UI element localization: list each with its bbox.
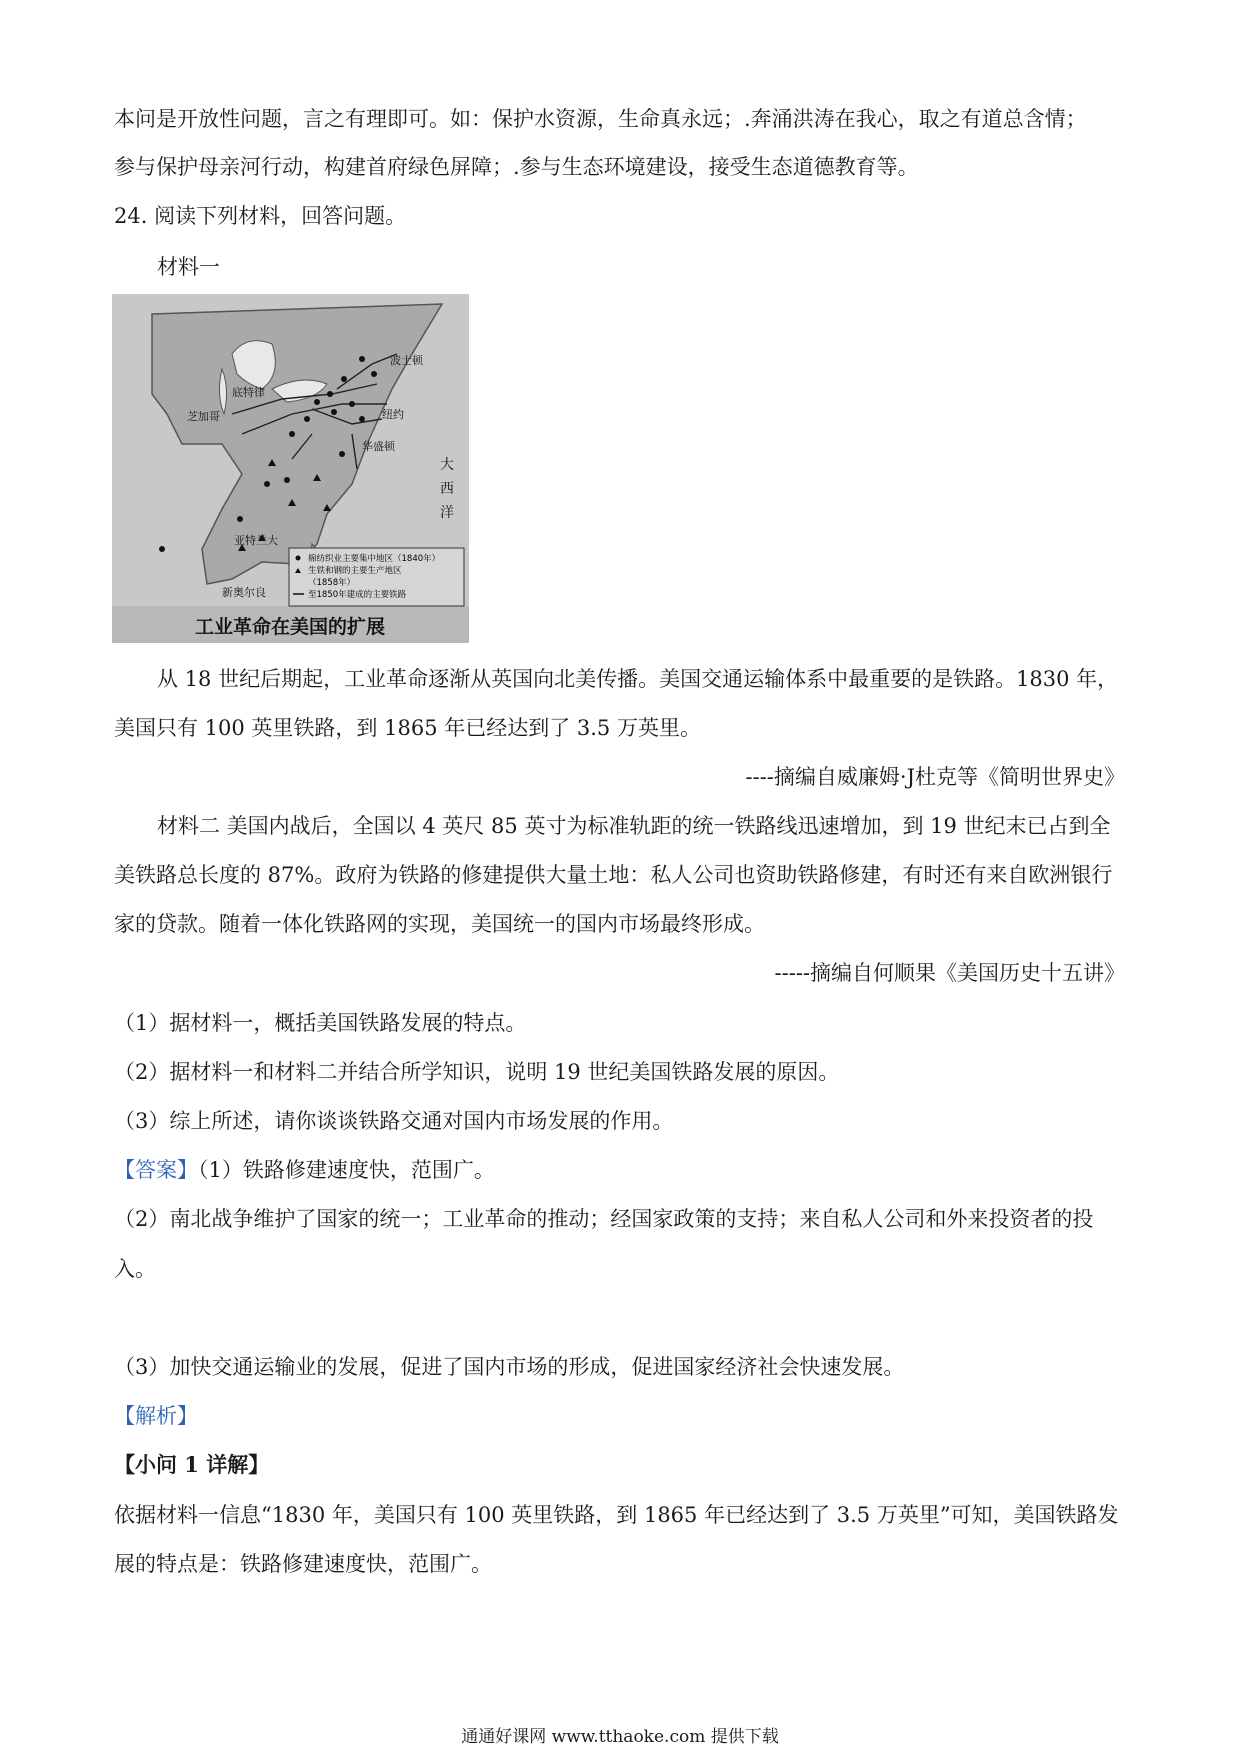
ocean-label (440, 456, 454, 521)
material2-text: 家的贷款。随着一体化铁路网的实现，美国统一的国内市场最终形成。 (114, 912, 765, 936)
city-label: 纽约 (382, 408, 404, 421)
sub-question: （1）据材料一，概括美国铁路发展的特点。 (114, 1011, 527, 1035)
analysis-label: 【解析】 (114, 1404, 198, 1428)
text-line: 本问是开放性问题，言之有理即可。如：保护水资源，生命真永远；.奔涌洪涛在我心，取之有道总含情； (114, 107, 1087, 131)
industrial-revolution-map (112, 294, 469, 643)
material1-text: 美国只有 100 英里铁路，到 1865 年已经达到了 3.5 万英里。 (114, 716, 701, 740)
city-label: 波士顿 (390, 354, 423, 367)
city-label: 芝加哥 (187, 410, 220, 423)
sub-question: （3）综上所述，请你谈谈铁路交通对国内市场发展的作用。 (114, 1109, 674, 1133)
answer-label: 【答案】 (114, 1158, 198, 1182)
ocean-label-char: 洋 (440, 505, 454, 521)
map-legend (289, 548, 464, 606)
text-line: 参与保护母亲河行动，构建首府绿色屏障；.参与生态环境建设，接受生态道德教育等。 (114, 155, 919, 179)
legend-item: 生铁和钢的主要生产地区 (308, 566, 402, 576)
answer-line-2: （2）南北战争维护了国家的统一；工业革命的推动；经国家政策的支持；来自私人公司和外来投资者的投 (114, 1207, 1094, 1231)
ocean-label-char: 大 (440, 457, 454, 473)
material1-source: ----摘编自威廉姆·J杜克等《简明世界史》 (745, 765, 1125, 789)
answer-line-2-cont: 入。 (114, 1257, 156, 1281)
answer-line-1 (114, 1155, 495, 1185)
sub-question: （2）据材料一和材料二并结合所学知识，说明 19 世纪美国铁路发展的原因。 (114, 1060, 840, 1084)
material2-text: 材料二 美国内战后，全国以 4 英尺 85 英寸为标准轨距的统一铁路线迅速增加，到 19 世纪末已占到全 (157, 814, 1111, 838)
material2-text: 美铁路总长度的 87%。政府为铁路的修建提供大量土地：私人公司也资助铁路修建，有时还有来自欧洲银行 (114, 863, 1113, 887)
analysis-text: 依据材料一信息“1830 年，美国只有 100 英里铁路，到 1865 年已经达到了 3.5 万英里”可知，美国铁路发 (114, 1503, 1119, 1527)
ocean-label-char: 西 (440, 481, 454, 497)
sub-analysis-label: 【小问 1 详解】 (114, 1452, 270, 1477)
city-label: 亚特兰大 (234, 534, 278, 547)
page-footer: 通通好课网 www.tthaoke.com 提供下载 (461, 1727, 779, 1747)
material1-text: 从 18 世纪后期起，工业革命逐渐从英国向北美传播。美国交通运输体系中最重要的是铁路。1830 年， (157, 667, 1119, 691)
analysis-text: 展的特点是：铁路修建速度快，范围广。 (114, 1552, 492, 1576)
legend-item: 棉纺织业主要集中地区（1840年） (308, 554, 441, 564)
city-label: 底特律 (232, 386, 265, 399)
city-label: 新奥尔良 (222, 586, 266, 599)
legend-item: 至1850年建成的主要铁路 (308, 590, 407, 600)
legend-item: （1858年） (308, 578, 356, 588)
map-caption: 工业革命在美国的扩展 (194, 616, 386, 638)
answer-text: （1）铁路修建速度快，范围广。 (198, 1158, 495, 1182)
material2-source: -----摘编自何顺果《美国历史十五讲》 (774, 961, 1125, 985)
answer-line-3: （3）加快交通运输业的发展，促进了国内市场的形成，促进国家经济社会快速发展。 (114, 1355, 905, 1379)
question-title: 24. 阅读下列材料，回答问题。 (114, 204, 407, 228)
material1-label: 材料一 (157, 255, 220, 279)
city-label: 华盛顿 (362, 440, 395, 453)
